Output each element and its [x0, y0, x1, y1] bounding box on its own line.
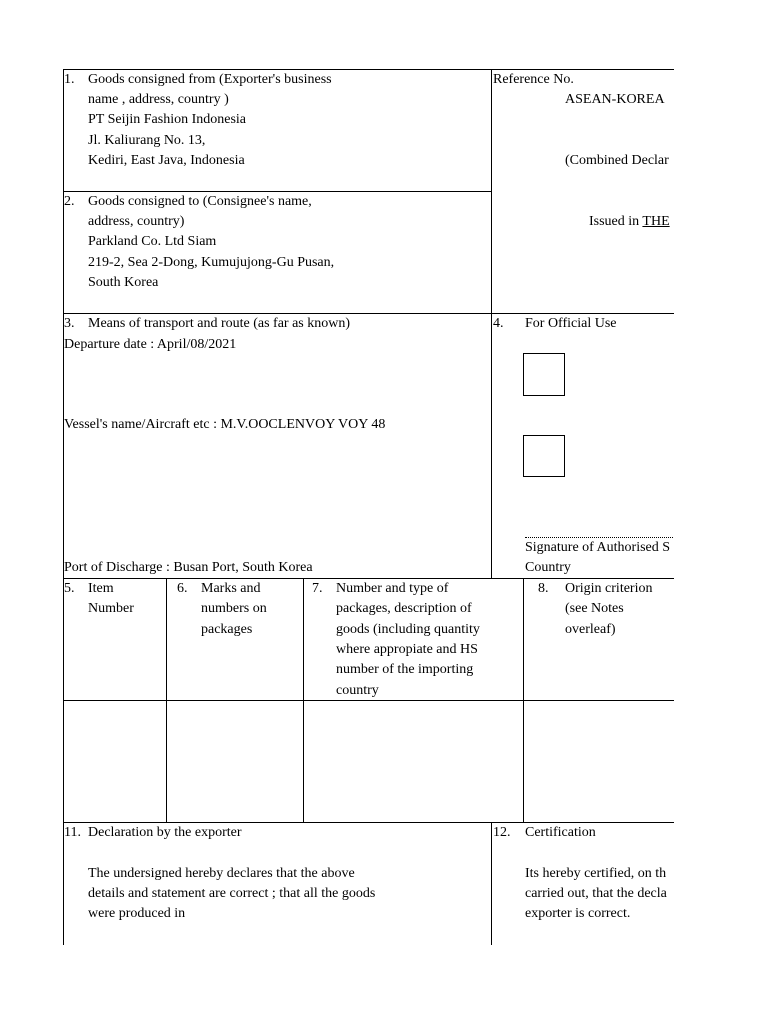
column5-header-line2: Number [88, 601, 134, 616]
box12-number: 12. [493, 825, 511, 840]
column8-header-line3: overleaf) [565, 622, 616, 637]
issued-in-prefix: Issued in [589, 214, 643, 229]
official-use-checkbox-1[interactable] [523, 353, 565, 396]
issued-in-text [589, 212, 670, 232]
center-divider [491, 69, 492, 579]
box11-label: Declaration by the exporter [88, 825, 242, 840]
declaration-divider [491, 822, 492, 945]
column6-header-line3: packages [201, 622, 253, 637]
combined-declaration-text: (Combined Declar [565, 153, 669, 168]
box2-label-line1: Goods consigned to (Consignee's name, [88, 194, 312, 209]
consignee-address-line2: South Korea [88, 275, 159, 290]
column6-header-line2: numbers on [201, 601, 267, 616]
vessel-name: Vessel's name/Aircraft etc : M.V.OOCLENVOY VOY 48 [64, 417, 386, 432]
box2-number: 2. [64, 194, 75, 209]
box3-label: Means of transport and route (as far as known) [88, 316, 351, 331]
column5-number: 5. [64, 581, 75, 596]
official-use-checkbox-2[interactable] [523, 435, 565, 477]
certification-line2: carried out, that the decla [525, 886, 667, 901]
column8-header-line1: Origin criterion [565, 581, 653, 596]
exporter-address-line1: Jl. Kaliurang No. 13, [88, 133, 206, 148]
port-of-discharge: Port of Discharge : Busan Port, South Korea [64, 560, 313, 575]
column7-number: 7. [312, 581, 323, 596]
departure-date: Departure date : April/08/2021 [64, 337, 237, 352]
box1-number: 1. [64, 72, 75, 87]
box4-label: For Official Use [525, 316, 617, 331]
column8-header-line2: (see Notes [565, 601, 624, 616]
signature-label-line1: Signature of Authorised S [525, 540, 671, 555]
box1-label-line1: Goods consigned from (Exporter's business [88, 72, 332, 87]
declaration-line1: The undersigned hereby declares that the above [88, 866, 355, 881]
box11-number: 11. [64, 825, 81, 840]
form-title: ASEAN-KOREA [565, 92, 665, 107]
consignee-name: Parkland Co. Ltd Siam [88, 234, 217, 249]
column-divider-7-8 [523, 578, 524, 823]
column6-number: 6. [177, 581, 188, 596]
column8-number: 8. [538, 581, 549, 596]
certification-line3: exporter is correct. [525, 906, 631, 921]
column7-header-line3: goods (including quantity [336, 622, 480, 637]
column7-header-line6: country [336, 683, 379, 698]
certification-line1: Its hereby certified, on th [525, 866, 667, 881]
box2-label-line2: address, country) [88, 214, 185, 229]
exporter-address-line2: Kediri, East Java, Indonesia [88, 153, 245, 168]
declaration-line3: were produced in [88, 906, 186, 921]
column5-header-line1: Item [88, 581, 114, 596]
declaration-line2: details and statement are correct ; that all the goods [88, 886, 376, 901]
issued-in-country: THE [642, 214, 670, 229]
column7-header-line2: packages, description of [336, 601, 472, 616]
box1-label-line2: name , address, country ) [88, 92, 229, 107]
reference-label: Reference No. [493, 72, 574, 87]
signature-label-line2: Country [525, 560, 571, 575]
column-divider-5-6 [166, 578, 167, 823]
column-divider-6-7 [303, 578, 304, 823]
column7-header-line1: Number and type of [336, 581, 449, 596]
exporter-name: PT Seijin Fashion Indonesia [88, 112, 247, 127]
box4-number: 4. [493, 316, 504, 331]
consignee-address-line1: 219-2, Sea 2-Dong, Kumujujong-Gu Pusan, [88, 255, 335, 270]
box12-label: Certification [525, 825, 596, 840]
column7-header-line5: number of the importing [336, 662, 474, 677]
column7-header-line4: where appropiate and HS [336, 642, 478, 657]
box3-number: 3. [64, 316, 75, 331]
column6-header-line1: Marks and [201, 581, 261, 596]
